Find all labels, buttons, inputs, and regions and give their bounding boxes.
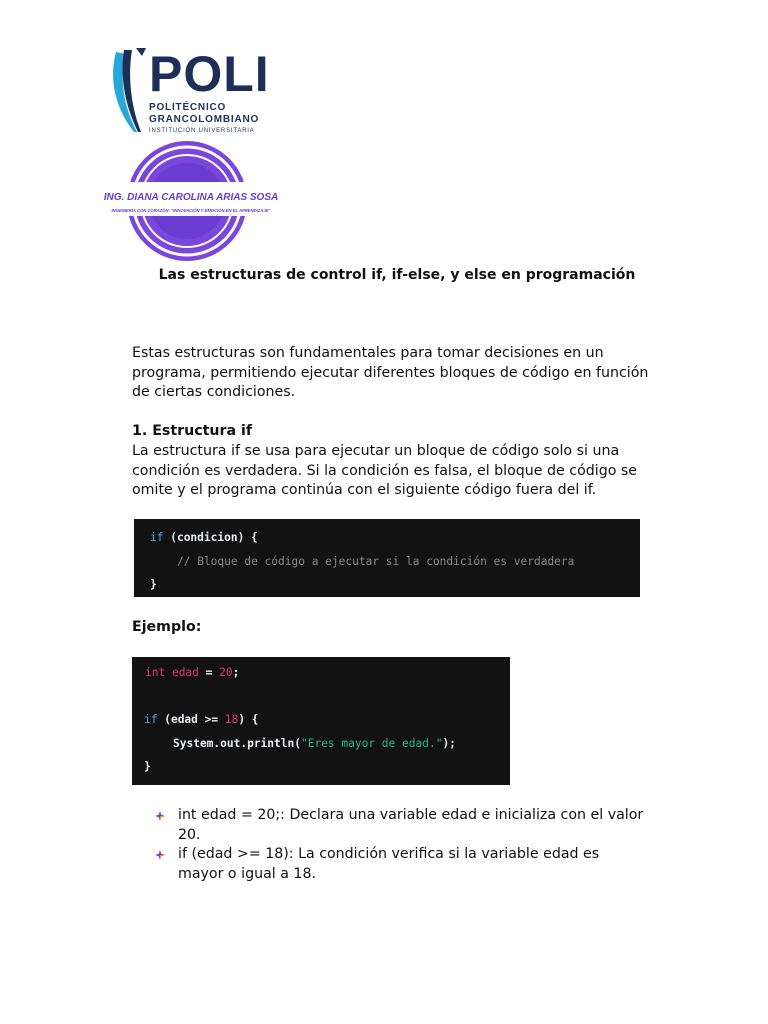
document-title: Las estructuras de control if, if-else, y else en programación (158, 267, 636, 283)
logo-line-2: GRANCOLOMBIANO (149, 114, 260, 125)
code-line: if (edad >= 18) { (144, 713, 259, 726)
code-block-if-syntax (134, 519, 640, 597)
bullet-icon (154, 849, 166, 861)
list-item-text: int edad = 20;: Declara una variable edad e inicializa con el valor 20. (178, 807, 644, 843)
code-line: } (150, 578, 157, 591)
explanation-list (154, 806, 644, 884)
svg-text:ING. DIANA CAROLINA ARIAS SOSA: ING. DIANA CAROLINA ARIAS SOSA (104, 192, 278, 203)
code-line: } (144, 760, 151, 773)
intro-paragraph: Estas estructuras son fundamentales para tomar decisiones en un programa, permitiendo ejecutar diferentes bloques de código en función de ciertas condiciones. (132, 345, 649, 401)
code-block-example (132, 657, 510, 785)
instructor-seal (104, 138, 278, 264)
svg-text:INGENIERÍA CON CORAZÓN: "INNOV: INGENIERÍA CON CORAZÓN: "INNOVACIÓN Y EMOCIÓN EN EL APRENDIZAJE" (111, 208, 271, 213)
code-line: System.out.println("Eres mayor de edad."); (173, 737, 456, 750)
example-label: Ejemplo: (132, 619, 202, 635)
section-heading-if: 1. Estructura if (132, 423, 253, 439)
list-item-text: if (edad >= 18): La condición verifica si la variable edad es mayor o igual a 18. (178, 846, 600, 882)
code-line: int edad = 20; (145, 666, 240, 679)
list-item (154, 845, 644, 884)
logo-line-3: INSTITUCIÓN UNIVERSITARIA (149, 128, 255, 134)
list-item (154, 806, 644, 845)
section-body-if: La estructura if se usa para ejecutar un bloque de código solo si una condición es verdadera. Si la condición es falsa, el bloque de código se omite y el programa continúa con el siguiente código fuera del if. (132, 443, 638, 499)
bullet-icon (154, 810, 166, 822)
code-line: if (condicion) { (150, 531, 258, 544)
code-comment: // Bloque de código a ejecutar si la condición es verdadera (177, 555, 575, 568)
logo-wordmark: POLI (149, 46, 270, 102)
logo-line-1: POLITÉCNICO (149, 102, 227, 113)
